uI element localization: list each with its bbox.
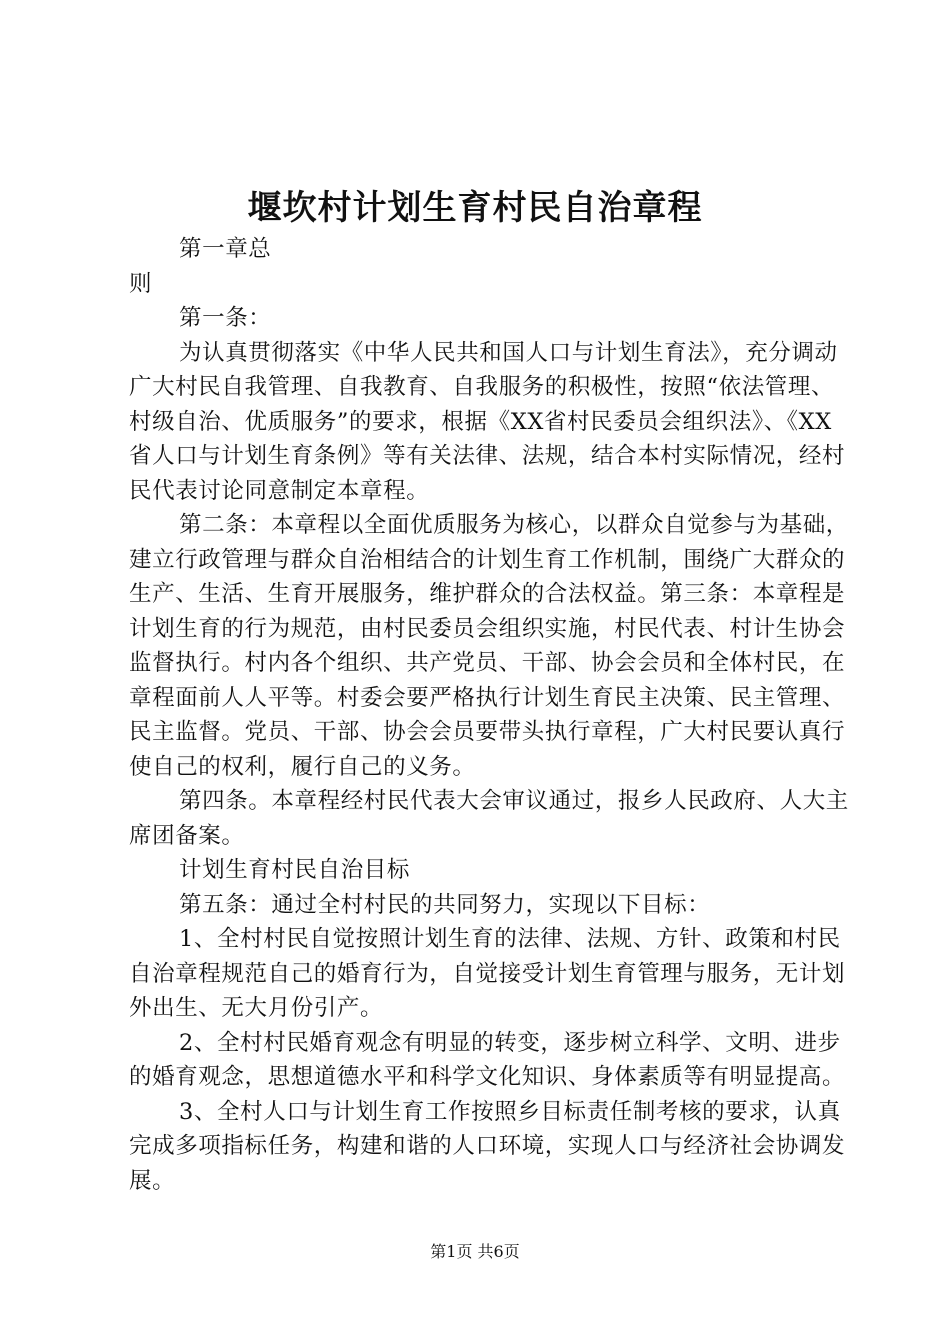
goal-item-2: 2、全村村民婚育观念有明显的转变，逐步树立科学、文明、进步的婚育观念，思想道德水平和科学文化知识、身体素质等有明显提高。 xyxy=(129,1029,846,1090)
articles-2-3-text: 第二条：本章程以全面优质服务为核心，以群众自觉参与为基础，建立行政管理与群众自治相结合的计划生育工作机制，围绕广大群众的生产、生活、生育开展服务，维护群众的合法权益。第三条：本章程是计划生育的行为规范，由村民委员会组织实施，村民代表、村计生协会监督执行。村内各个组织、共产党员、干部、协会会员和全体村民，在章程面前人人平等。村委会要严格执行计划生育民主决策、民主管理、民主监督。党员、干部、协会会员要带头执行章程，广大村民要认真行使自己的权利，履行自己的义务。 xyxy=(129,512,849,780)
page-number-footer: 第1页 共6页 xyxy=(430,1242,520,1261)
document-body xyxy=(129,232,854,1198)
goal-item-1: 1、全村村民自觉按照计划生育的法律、法规、方针、政策和村民自治章程规范自己的婚育行为，自觉接受计划生育管理与服务，无计划外出生、无大月份引产。 xyxy=(129,926,846,1021)
article-4-text: 第四条。本章程经村民代表大会审议通过，报乡人民政府、人大主席团备案。 xyxy=(129,788,849,849)
article-1-text: 为认真贯彻落实《中华人民共和国人口与计划生育法》，充分调动广大村民自我管理、自我教育、自我服务的积极性，按照“依法管理、村级自治、优质服务”的要求，根据《XX省村民委员会组织法》、《XX省人口与计划生育条例》等有关法律、法规，结合本村实际情况，经村民代表讨论同意制定本章程。 xyxy=(129,339,846,504)
document-title: 堰坎村计划生育村民自治章程 xyxy=(247,188,703,228)
goal-item-3: 3、全村人口与计划生育工作按照乡目标责任制考核的要求，认真完成多项指标任务，构建和谐的人口环境，实现人口与经济社会协调发展。 xyxy=(129,1098,846,1194)
article-1-heading: 第一条： xyxy=(179,305,272,331)
section-heading-goals: 计划生育村民自治目标 xyxy=(179,857,411,883)
article-5-text: 第五条：通过全村村民的共同努力，实现以下目标： xyxy=(179,891,711,918)
chapter-heading: 第一章总则 xyxy=(129,236,272,297)
